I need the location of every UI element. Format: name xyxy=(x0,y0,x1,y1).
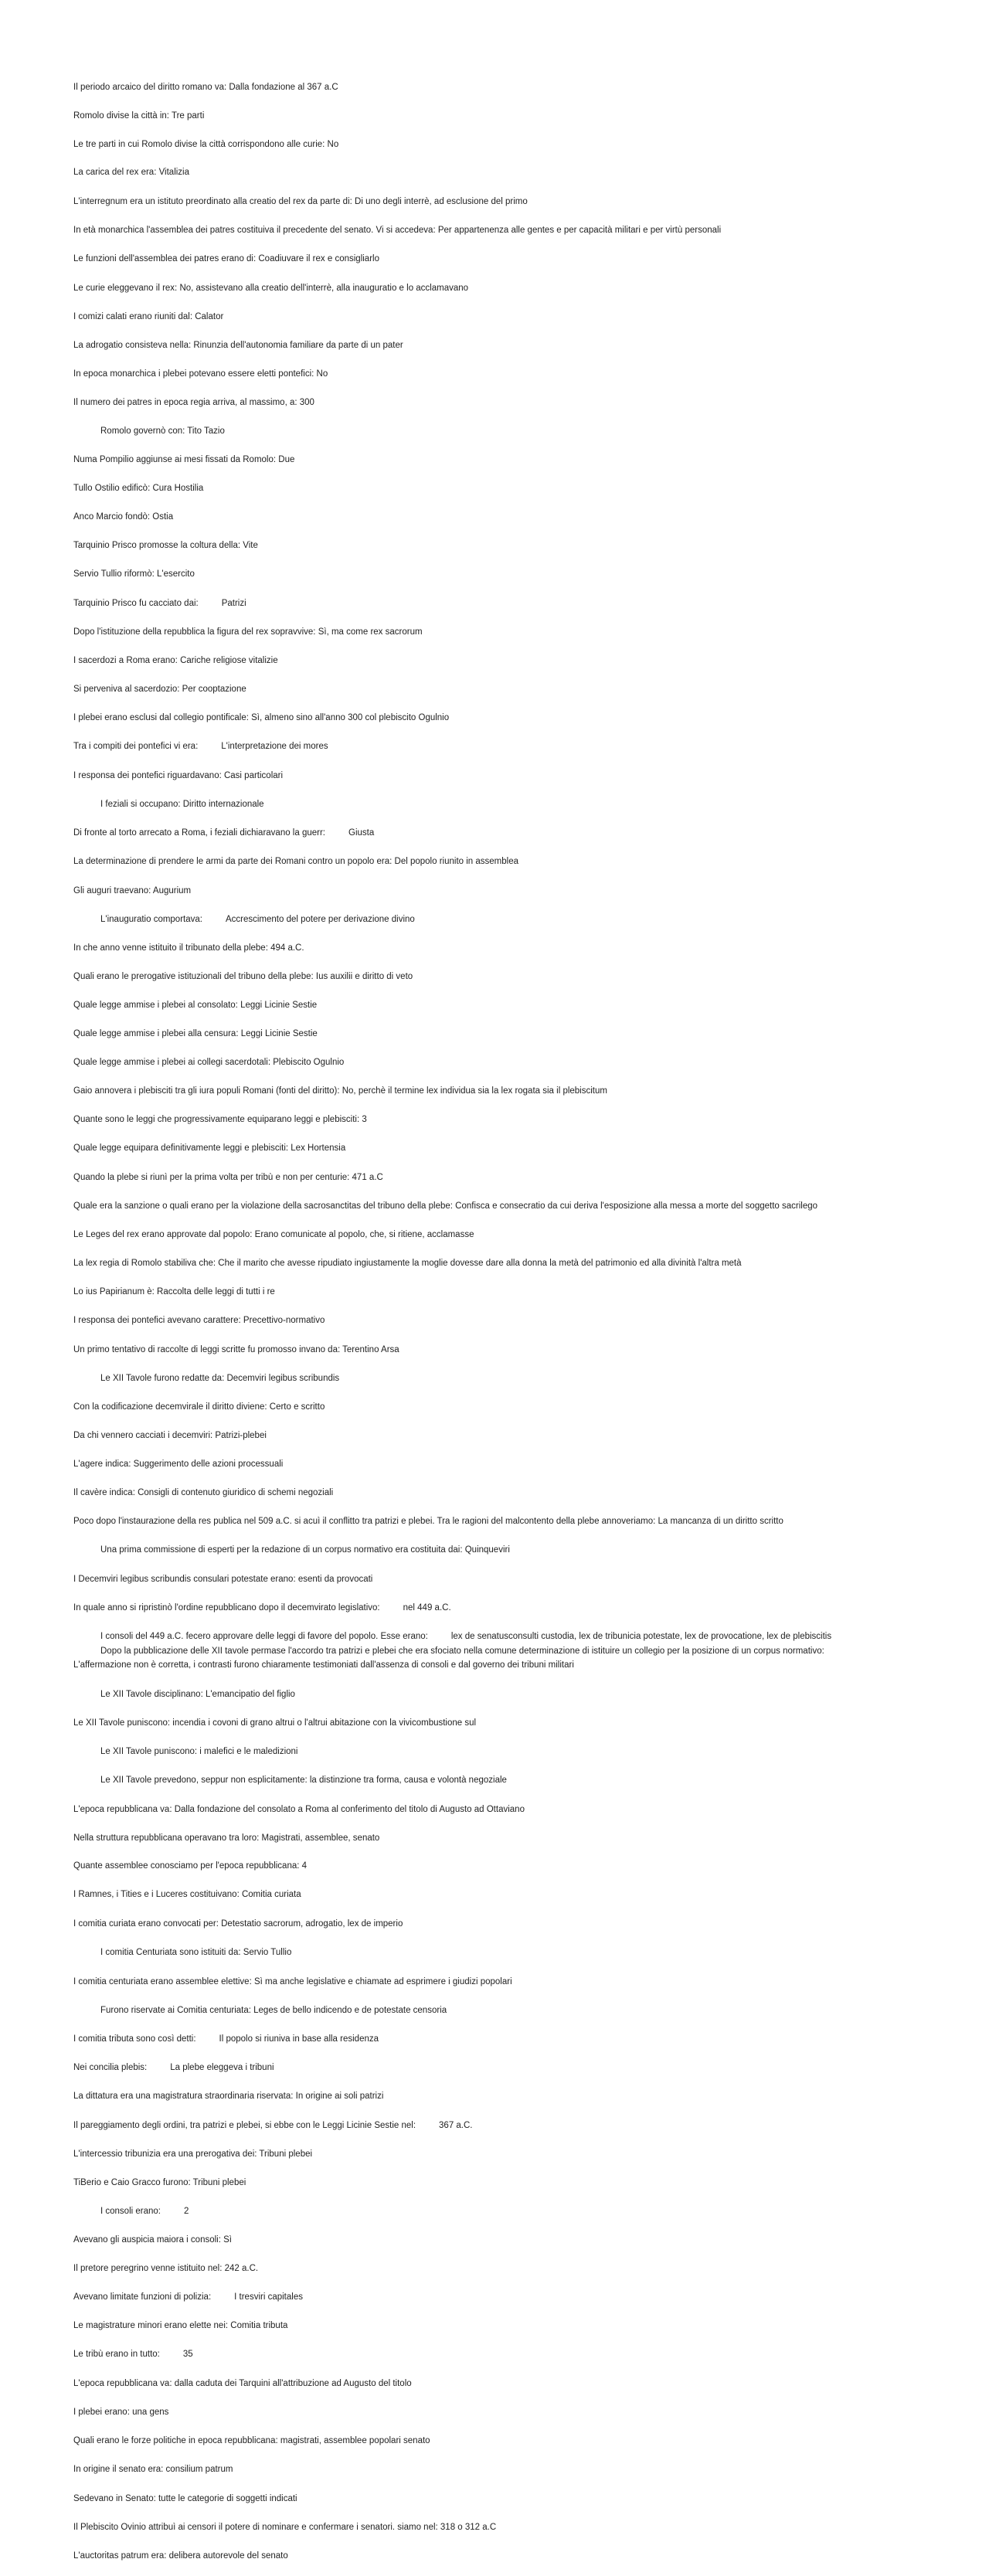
line-text: I consoli erano: xyxy=(100,2207,161,2216)
text-line xyxy=(73,1718,958,1728)
text-line xyxy=(100,799,958,810)
line-text: I plebei erano: una gens xyxy=(73,2408,169,2417)
text-line xyxy=(73,2292,958,2302)
text-line xyxy=(73,885,958,896)
line-text: Da chi vennero cacciati i decemviri: Patrizi-plebei xyxy=(73,1431,267,1440)
line-answer: Patrizi xyxy=(221,599,246,608)
line-text: Romolo governò con: Tito Tazio xyxy=(100,427,225,436)
line-text: In che anno venne istituito il tribunato della plebe: 494 a.C. xyxy=(73,943,304,953)
line-text: L'epoca repubblicana va: Dalla fondazione del consolato a Roma al conferimento del titolo di Augusto ad Ottaviano xyxy=(73,1805,525,1814)
line-text: Quali erano le forze politiche in epoca repubblicana: magistrati, assemblee popolari senato xyxy=(73,2436,430,2445)
line-text: La lex regia di Romolo stabiliva che: Che il marito che avesse ripudiato ingiustamente la moglie dovesse dare alla donna la metà del patrimonio ed alla divinità l'altra metà xyxy=(73,1259,742,1268)
line-text: Quante assemblee conosciamo per l'epoca repubblicana: 4 xyxy=(73,1861,308,1871)
line-answer: 367 a.C. xyxy=(439,2121,473,2130)
text-line xyxy=(100,914,958,925)
line-text: Quale legge equipara definitivamente leggi e plebisciti: Lex Hortensia xyxy=(73,1144,346,1153)
line-text: Quando la plebe si riunì per la prima volta per tribù e non per centurie: 471 a.C xyxy=(73,1173,383,1182)
line-text: Quale legge ammise i plebei alla censura: Leggi Licinie Sestie xyxy=(73,1029,318,1038)
line-answer: L'interpretazione dei mores xyxy=(221,742,328,751)
text-line xyxy=(73,1918,958,1929)
text-line xyxy=(73,1229,958,1240)
text-line xyxy=(73,2407,958,2418)
line-text: Il cavère indica: Consigli di contenuto giuridico di schemi negoziali xyxy=(73,1488,334,1497)
line-text: Quale era la sanzione o quali erano per la violazione della sacrosanctitas del tribuno della plebe: Confisca e consecratio da cui deriva l'esposizione alla messa a morte del soggetto sacrilego xyxy=(73,1201,818,1211)
line-answer: Accrescimento del potere per derivazione divino xyxy=(225,915,415,924)
text-line xyxy=(73,598,958,609)
line-text: Un primo tentativo di raccolte di leggi scritte fu promosso invano da: Terentino Arsa xyxy=(73,1345,399,1354)
text-line xyxy=(73,2120,958,2131)
text-line xyxy=(73,2034,958,2044)
line-text: Tullo Ostilio edificò: Cura Hostilia xyxy=(73,484,204,493)
text-line xyxy=(73,454,958,465)
line-text: Il numero dei patres in epoca regia arriva, al massimo, a: 300 xyxy=(73,398,314,407)
text-line xyxy=(73,2522,958,2533)
line-text: I Decemviri legibus scribundis consulari potestate erano: esenti da provocati xyxy=(73,1575,373,1584)
text-line xyxy=(100,2005,958,2016)
text-line xyxy=(73,1315,958,1326)
line-answer: 35 xyxy=(182,2350,193,2359)
text-line xyxy=(73,2149,958,2160)
line-text: Le XII Tavole prevedono, seppur non esplicitamente: la distinzione tra forma, causa e volontà negoziale xyxy=(100,1776,507,1785)
line-text: I comitia centuriata erano assemblee elettive: Sì ma anche legislative e chiamate ad esprimere i giudizi popolari xyxy=(73,1977,512,1986)
line-text: I consoli del 449 a.C. fecero approvare delle leggi di favore del popolo. Esse erano: xyxy=(100,1632,428,1641)
text-line xyxy=(73,110,958,121)
text-line xyxy=(73,828,958,838)
line-text: Romolo divise la città in: Tre parti xyxy=(73,111,205,121)
text-line xyxy=(100,1545,958,1555)
line-text: I responsa dei pontefici riguardavano: Casi particolari xyxy=(73,771,284,780)
line-answer: nel 449 a.C. xyxy=(403,1603,451,1613)
line-text: Le tre parti in cui Romolo divise la città corrispondono alle curie: No xyxy=(73,140,339,149)
text-line xyxy=(73,196,958,207)
text-line xyxy=(73,483,958,494)
line-answer: La plebe eleggeva i tribuni xyxy=(170,2063,274,2072)
text-line xyxy=(73,1028,958,1039)
text-line xyxy=(73,971,958,982)
text-line xyxy=(100,1775,958,1786)
line-text: Le XII Tavole puniscono: incendia i covoni di grano altrui o l'altrui abitazione con la vivicombustione sul xyxy=(73,1718,477,1728)
text-line xyxy=(73,1201,958,1212)
text-line xyxy=(73,1402,958,1412)
line-text: Le magistrature minori erano elette nei: Comitia tributa xyxy=(73,2321,288,2330)
line-text: Servio Tullio riformò: L'esercito xyxy=(73,569,195,579)
line-text: Le XII Tavole furono redatte da: Decemviri legibus scribundis xyxy=(100,1374,340,1383)
line-text: I responsa dei pontefici avevano carattere: Precettivo-normativo xyxy=(73,1316,325,1325)
text-line xyxy=(100,1373,958,1384)
text-line xyxy=(100,1746,958,1757)
text-line xyxy=(73,1660,958,1670)
text-line xyxy=(73,655,958,666)
text-line xyxy=(73,1344,958,1355)
line-text: I Ramnes, i Tities e i Luceres costituivano: Comitia curiata xyxy=(73,1890,301,1899)
line-text: Quale legge ammise i plebei ai collegi sacerdotali: Plebiscito Ogulnio xyxy=(73,1058,345,1067)
line-text: L'intercessio tribunizia era una prerogativa dei: Tribuni plebei xyxy=(73,2149,313,2159)
line-text: Di fronte al torto arrecato a Roma, i feziali dichiaravano la guerr: xyxy=(73,828,325,838)
line-answer: I tresviri capitales xyxy=(234,2292,303,2302)
line-text: In origine il senato era: consilium patrum xyxy=(73,2465,233,2474)
line-text: Dopo la pubblicazione delle XII tavole permase l'accordo tra patrizi e plebei che era sfociato nella comune determinazione di istituire un collegio per la posizione di un corpus normativo: xyxy=(100,1647,824,1656)
line-text: Il pareggiamento degli ordini, tra patrizi e plebei, si ebbe con le Leggi Licinie Sestie nel: xyxy=(73,2121,416,2130)
text-line xyxy=(73,2263,958,2274)
line-text: Nei concilia plebis: xyxy=(73,2063,148,2072)
line-text: L'agere indica: Suggerimento delle azioni processuali xyxy=(73,1460,284,1469)
line-text: Le Leges del rex erano approvate dal popolo: Erano comunicate al popolo, che, si ritiene, acclamasse xyxy=(73,1230,474,1239)
line-text: L'affermazione non è corretta, i contrasti furono chiaramente testimoniati dall'assenza di consoli e dal governo dei tribuni militari xyxy=(73,1660,574,1670)
line-text: Gli auguri traevano: Augurium xyxy=(73,886,192,895)
line-text: I comitia Centuriata sono istituiti da: Servio Tullio xyxy=(100,1948,292,1957)
line-text: Quante sono le leggi che progressivamente equiparano leggi e plebisciti: 3 xyxy=(73,1115,367,1124)
line-text: Numa Pompilio aggiunse ai mesi fissati da Romolo: Due xyxy=(73,455,295,464)
text-line xyxy=(73,2551,958,2561)
text-line xyxy=(73,943,958,953)
text-line xyxy=(73,2234,958,2245)
text-line xyxy=(73,2177,958,2188)
line-text: TiBerio e Caio Gracco furono: Tribuni plebei xyxy=(73,2178,246,2187)
text-line xyxy=(73,139,958,150)
text-line xyxy=(73,511,958,522)
text-line xyxy=(100,1689,958,1700)
text-line xyxy=(73,2091,958,2102)
text-line xyxy=(73,1286,958,1297)
line-text: Lo ius Papirianum è: Raccolta delle leggi di tutti i re xyxy=(73,1287,275,1296)
line-text: L'epoca repubblicana va: dalla caduta dei Tarquini all'attribuzione ad Augusto del titolo xyxy=(73,2379,412,2388)
line-text: I comitia tributa sono così detti: xyxy=(73,2034,196,2044)
text-line xyxy=(100,1646,958,1657)
text-line xyxy=(73,1602,958,1613)
text-line xyxy=(73,1258,958,1269)
text-line xyxy=(73,1804,958,1815)
text-line xyxy=(73,684,958,695)
line-text: I sacerdozi a Roma erano: Cariche religiose vitalizie xyxy=(73,656,278,665)
text-line xyxy=(73,1057,958,1068)
line-text: Anco Marcio fondò: Ostia xyxy=(73,512,174,522)
line-answer: Il popolo si riuniva in base alla residenza xyxy=(219,2034,379,2044)
line-text: Le XII Tavole disciplinano: L'emancipatio del figlio xyxy=(100,1690,295,1699)
text-line xyxy=(73,82,958,93)
line-text: Quale legge ammise i plebei al consolato: Leggi Licinie Sestie xyxy=(73,1001,318,1010)
text-line xyxy=(73,2435,958,2446)
line-text: Poco dopo l'instaurazione della res publica nel 509 a.C. si acuì il conflitto tra patrizi e plebei. Tra le ragioni del malcontento della plebe annoveriamo: La mancanza di un diritto scritto xyxy=(73,1517,783,1526)
line-text: Il periodo arcaico del diritto romano va: Dalla fondazione al 367 a.C xyxy=(73,83,338,92)
text-line xyxy=(73,369,958,379)
text-line xyxy=(73,283,958,294)
line-text: Le funzioni dell'assemblea dei patres erano di: Coadiuvare il rex e consigliarlo xyxy=(73,254,379,263)
line-text: Avevano limitate funzioni di polizia: xyxy=(73,2292,212,2302)
line-text: Nella struttura repubblicana operavano tra loro: Magistrati, assemblee, senato xyxy=(73,1833,380,1843)
text-line xyxy=(73,770,958,781)
text-line xyxy=(73,1833,958,1844)
text-line xyxy=(73,397,958,408)
line-text: In epoca monarchica i plebei potevano essere eletti pontefici: No xyxy=(73,369,328,379)
text-line xyxy=(73,1430,958,1441)
text-line xyxy=(73,1861,958,1871)
text-line xyxy=(73,311,958,322)
line-text: La determinazione di prendere le armi da parte dei Romani contro un popolo era: Del popolo riunito in assemblea xyxy=(73,857,518,866)
text-line xyxy=(73,340,958,351)
text-line xyxy=(73,856,958,867)
line-text: In quale anno si ripristinò l'ordine repubblicano dopo il decemvirato legislativo: xyxy=(73,1603,380,1613)
line-text: L'auctoritas patrum era: delibera autorevole del senato xyxy=(73,2551,288,2561)
line-text: Si perveniva al sacerdozio: Per cooptazione xyxy=(73,685,246,694)
text-line xyxy=(73,1976,958,1987)
text-line xyxy=(73,712,958,723)
line-text: I plebei erano esclusi dal collegio pontificale: Sì, almeno sino all'anno 300 col plebiscito Ogulnio xyxy=(73,713,450,722)
text-line xyxy=(73,1459,958,1470)
text-line xyxy=(73,167,958,178)
text-line xyxy=(73,2378,958,2389)
text-line xyxy=(73,1086,958,1096)
line-answer: Giusta xyxy=(348,828,375,838)
line-text: Il pretore peregrino venne istituito nel: 242 a.C. xyxy=(73,2264,259,2273)
text-line xyxy=(73,1172,958,1183)
line-text: In età monarchica l'assemblea dei patres costituiva il precedente del senato. Vi si accedeva: Per appartenenza alle gentes e per capacità militari e per virtù personali xyxy=(73,226,722,235)
text-line xyxy=(73,540,958,551)
text-line xyxy=(100,1947,958,1958)
line-text: Le tribù erano in tutto: xyxy=(73,2350,160,2359)
line-text: Furono riservate ai Comitia centuriata: Leges de bello indicendo e de potestate censoria xyxy=(100,2006,447,2015)
text-line xyxy=(100,1631,958,1642)
line-text: La dittatura era una magistratura straordinaria riservata: In origine ai soli patrizi xyxy=(73,2092,384,2101)
line-text: Dopo l'istituzione della repubblica la figura del rex sopravvive: Sì, ma come rex sacrorum xyxy=(73,627,423,637)
text-line xyxy=(73,1574,958,1585)
text-line xyxy=(73,2349,958,2360)
line-text: Una prima commissione di esperti per la redazione di un corpus normativo era costituita dai: Quinqueviri xyxy=(100,1545,510,1555)
line-text: Tra i compiti dei pontefici vi era: xyxy=(73,742,199,751)
line-text: Quali erano le prerogative istituzionali del tribuno della plebe: Ius auxilii e diritto di veto xyxy=(73,972,413,981)
text-line xyxy=(73,741,958,752)
text-line xyxy=(100,2206,958,2217)
line-text: La adrogatio consisteva nella: Rinunzia dell'autonomia familiare da parte di un pater xyxy=(73,341,403,350)
text-line xyxy=(73,225,958,236)
line-text: I comizi calati erano riuniti dal: Calator xyxy=(73,312,224,321)
line-text: Tarquinio Prisco promosse la coltura della: Vite xyxy=(73,541,258,550)
line-text: Con la codificazione decemvirale il diritto diviene: Certo e scritto xyxy=(73,1402,325,1412)
text-line xyxy=(73,2464,958,2475)
line-text: L'inauguratio comportava: xyxy=(100,915,202,924)
text-line xyxy=(73,2320,958,2331)
line-answer: lex de senatusconsulti custodia, lex de tribunicia potestate, lex de provocatione, lex de plebiscitis xyxy=(450,1632,832,1641)
text-line xyxy=(73,253,958,264)
line-text: Gaio annovera i plebisciti tra gli iura populi Romani (fonti del diritto): No, perchè il termine lex individua sia la lex rogata sia il plebiscitum xyxy=(73,1086,607,1096)
text-line xyxy=(73,1143,958,1154)
line-text: L'interregnum era un istituto preordinato alla creatio del rex da parte di: Di uno degli interrè, ad esclusione del primo xyxy=(73,197,528,206)
text-line xyxy=(100,426,958,437)
line-text: La carica del rex era: Vitalizia xyxy=(73,168,189,177)
text-line xyxy=(73,1516,958,1527)
line-text: Il Plebiscito Ovinio attribuì ai censori il potere di nominare e confermare i senatori. siamo nel: 318 o 312 a.C xyxy=(73,2523,497,2532)
line-text: Sedevano in Senato: tutte le categorie di soggetti indicati xyxy=(73,2494,297,2503)
line-answer: 2 xyxy=(184,2207,189,2216)
text-line xyxy=(73,1000,958,1011)
text-line xyxy=(73,1889,958,1900)
line-text: I comitia curiata erano convocati per: Detestatio sacrorum, adrogatio, lex de imperio xyxy=(73,1919,403,1929)
text-line xyxy=(73,627,958,637)
line-text: Le curie eleggevano il rex: No, assistevano alla creatio dell'interrè, alla inauguratio e lo acclamavano xyxy=(73,284,469,293)
line-text: Le XII Tavole puniscono: i malefici e le maledizioni xyxy=(100,1747,298,1756)
text-line xyxy=(73,1114,958,1125)
text-line xyxy=(73,2062,958,2073)
line-text: Avevano gli auspicia maiora i consoli: Sì xyxy=(73,2235,232,2245)
text-line xyxy=(73,2493,958,2504)
text-line xyxy=(73,569,958,579)
line-text: I feziali si occupano: Diritto internazionale xyxy=(100,800,264,809)
line-text: Tarquinio Prisco fu cacciato dai: xyxy=(73,599,199,608)
text-line xyxy=(73,1487,958,1498)
